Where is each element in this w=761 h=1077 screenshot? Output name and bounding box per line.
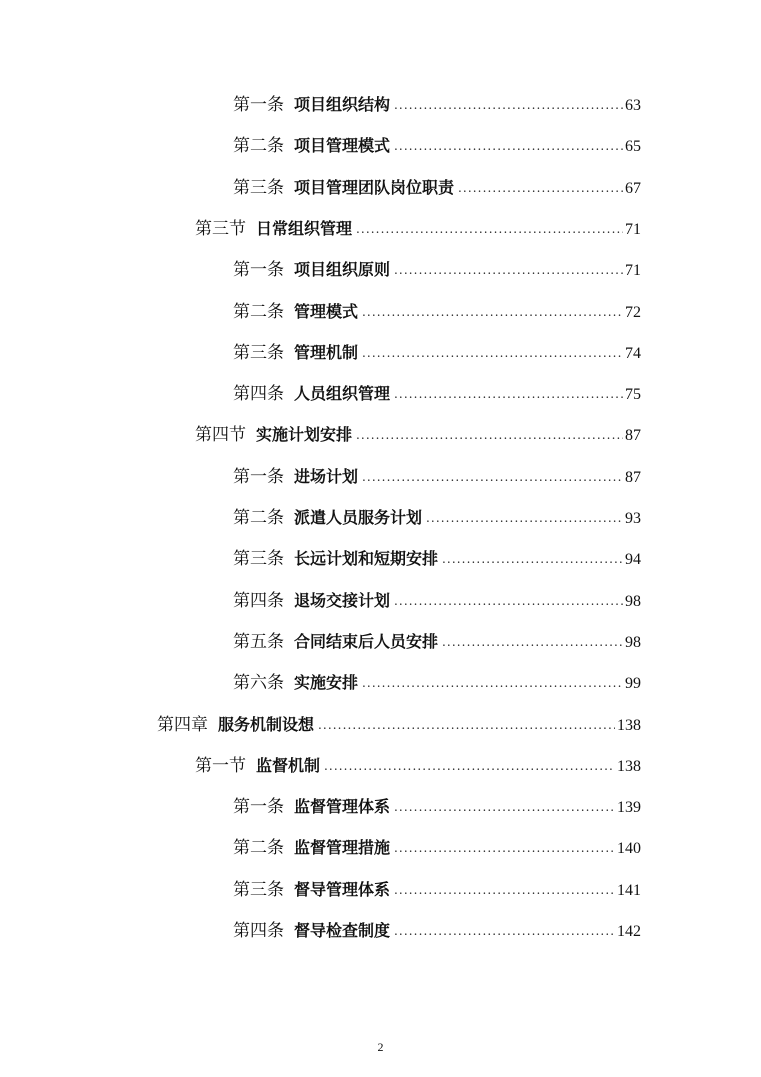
toc-entry-title: 日常组织管理 [256,219,353,238]
toc-entry-page: 98 [625,634,641,651]
toc-entry-number: 第四条 [233,921,284,941]
toc-entry-page: 71 [625,221,641,238]
toc-entry-page: 142 [617,923,641,940]
toc-entry-title: 监督机制 [256,756,321,775]
toc-entry-page: 94 [625,551,641,568]
toc-entry[interactable] [233,627,641,657]
toc-entry[interactable] [195,214,641,244]
toc-entry-page: 65 [625,138,641,155]
toc-leader-dots [394,387,623,401]
toc-leader-dots [394,841,615,855]
toc-entry-title: 督导检查制度 [294,921,391,940]
toc-entry[interactable] [233,792,641,822]
toc-entry-title: 项目组织结构 [294,95,391,114]
toc-entry[interactable] [233,90,641,120]
toc-entry-title: 监督管理措施 [294,838,391,857]
toc-entry-number: 第三条 [233,880,284,900]
toc-leader-dots [362,346,623,360]
toc-entry-number: 第二条 [233,136,284,156]
toc-entry[interactable] [233,833,641,863]
toc-entry-number: 第四条 [233,384,284,404]
toc-entry[interactable] [233,255,641,285]
toc-entry-page: 93 [625,510,641,527]
toc-entry[interactable] [233,503,641,533]
toc-entry-page: 63 [625,97,641,114]
toc-leader-dots [394,98,623,112]
toc-leader-dots [426,511,623,525]
toc-entry-number: 第一条 [233,467,284,487]
toc-entry-title: 服务机制设想 [218,715,315,734]
toc-entry-title: 实施安排 [294,673,359,692]
toc-entry-number: 第四条 [233,591,284,611]
toc-leader-dots [362,305,623,319]
toc-entry-page: 138 [617,717,641,734]
toc-entry[interactable] [157,710,641,740]
toc-entry[interactable] [233,462,641,492]
toc-entry-title: 长远计划和短期安排 [294,549,439,568]
toc-entry-title: 退场交接计划 [294,591,391,610]
toc-entry[interactable] [233,668,641,698]
toc-leader-dots [394,924,615,938]
toc-leader-dots [394,800,615,814]
toc-entry-title: 实施计划安排 [256,425,353,444]
toc-entry[interactable] [233,173,641,203]
page-number: 2 [377,1040,384,1054]
toc-entry-title: 督导管理体系 [294,880,391,899]
toc-entry-number: 第一条 [233,95,284,115]
toc-entry-number: 第四节 [195,425,246,445]
toc-entry[interactable] [195,751,641,781]
toc-entry[interactable] [233,586,641,616]
toc-entry-title: 管理模式 [294,302,359,321]
toc-entry-page: 139 [617,799,641,816]
toc-leader-dots [394,594,623,608]
toc-leader-dots [362,470,623,484]
toc-leader-dots [324,759,615,773]
toc-entry-number: 第二条 [233,302,284,322]
toc-entry[interactable] [233,916,641,946]
toc-entry-page: 98 [625,593,641,610]
toc-entry[interactable] [233,544,641,574]
toc-entry-page: 141 [617,882,641,899]
toc-leader-dots [318,718,615,732]
toc-entry-title: 项目组织原则 [294,260,391,279]
toc-entry[interactable] [233,338,641,368]
toc-entry-page: 75 [625,386,641,403]
toc-entry[interactable] [233,379,641,409]
toc-entry-number: 第三条 [233,343,284,363]
toc-leader-dots [442,552,623,566]
toc-entry-number: 第三条 [233,549,284,569]
toc-entry[interactable] [233,131,641,161]
toc-leader-dots [394,883,615,897]
toc-entry-title: 派遣人员服务计划 [294,508,423,527]
toc-entry-page: 99 [625,675,641,692]
toc-entry-title: 项目管理模式 [294,136,391,155]
toc-entry-number: 第三节 [195,219,246,239]
toc-entry-number: 第二条 [233,508,284,528]
toc-leader-dots [362,676,623,690]
toc-entry-number: 第二条 [233,838,284,858]
toc-leader-dots [356,428,623,442]
toc-entry-number: 第三条 [233,178,284,198]
toc-entry-number: 第一条 [233,260,284,280]
toc-leader-dots [394,263,623,277]
toc-entry-title: 进场计划 [294,467,359,486]
toc-entry-number: 第六条 [233,673,284,693]
toc-entry-title: 人员组织管理 [294,384,391,403]
toc-leader-dots [458,181,623,195]
toc-entry-page: 72 [625,304,641,321]
toc-entry[interactable] [233,875,641,905]
toc-leader-dots [356,222,623,236]
toc-entry-page: 71 [625,262,641,279]
toc-entry-page: 74 [625,345,641,362]
toc-entry-number: 第一条 [233,797,284,817]
toc-leader-dots [394,139,623,153]
toc-entry[interactable] [233,297,641,327]
toc-entry-number: 第四章 [157,715,208,735]
toc-entry-title: 监督管理体系 [294,797,391,816]
toc-entry-page: 87 [625,469,641,486]
toc-entry[interactable] [195,420,641,450]
toc-entry-title: 项目管理团队岗位职责 [294,178,455,197]
toc-entry-page: 140 [617,840,641,857]
toc-entry-page: 87 [625,427,641,444]
toc-leader-dots [442,635,623,649]
toc-entry-number: 第五条 [233,632,284,652]
toc-entry-number: 第一节 [195,756,246,776]
toc-entry-title: 合同结束后人员安排 [294,632,439,651]
toc-entry-page: 138 [617,758,641,775]
toc-entry-title: 管理机制 [294,343,359,362]
toc-entry-page: 67 [625,180,641,197]
